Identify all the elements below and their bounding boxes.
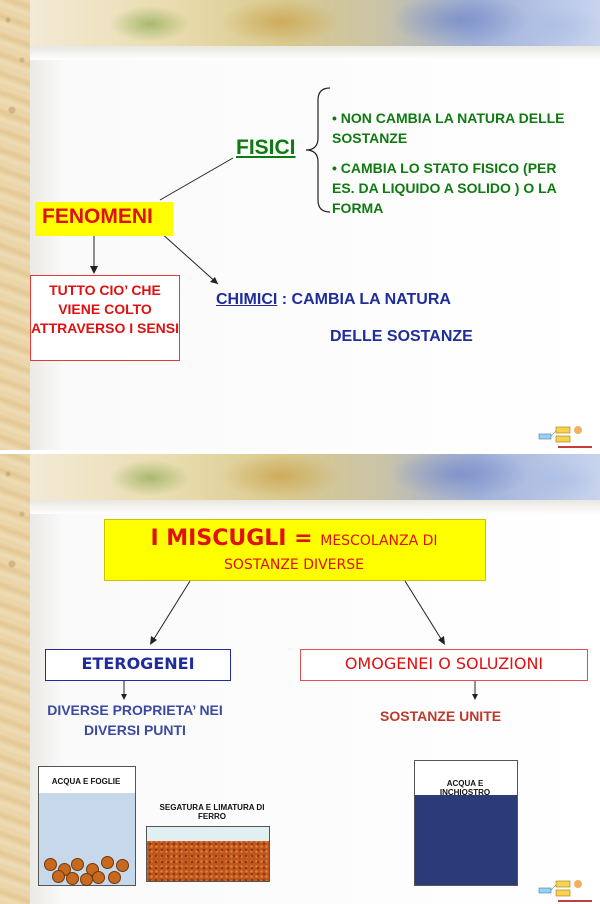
mapper-logo <box>538 876 594 904</box>
ink-fill <box>415 795 517 885</box>
omogenei-description: SOSTANZE UNITE <box>380 708 502 724</box>
leaf-particle <box>80 873 93 886</box>
fisici-bullet-1: • NON CAMBIA LA NATURA DELLE SOSTANZE <box>332 110 565 146</box>
leaf-particle <box>71 858 84 871</box>
mapper-logo <box>538 422 594 450</box>
slide-fenomeni <box>0 0 600 450</box>
miscugli-title-sub: MESCOLANZA DI <box>320 533 438 549</box>
leaf-particle <box>44 858 57 871</box>
leaf-particle <box>116 859 129 872</box>
chimici-line-1 <box>216 291 451 309</box>
sawdust-fill <box>147 841 269 881</box>
chimici-label: CHIMICI <box>216 291 278 308</box>
slide-miscugli <box>0 454 600 904</box>
leaf-particle <box>101 856 114 869</box>
leaf-particle <box>92 871 105 884</box>
omogenei-heading: OMOGENEI O SOLUZIONI <box>344 654 544 673</box>
fisici-bullet-2: • CAMBIA LO STATO FISICO (PER ES. DA LIQUIDO A SOLIDO ) O LA FORMA <box>332 160 557 216</box>
beaker-water-ink-label: ACQUA E INCHIOSTRO <box>439 779 491 797</box>
beaker-water-leaves-label: ACQUA E FOGLIE <box>51 777 121 786</box>
leaf-particle <box>52 870 65 883</box>
eterogenei-description: DIVERSE PROPRIETA’ NEI DIVERSI PUNTI <box>47 702 223 738</box>
miscugli-title-line-2: SOSTANZE DIVERSE <box>224 557 364 573</box>
fenomeni-heading: FENOMENI <box>42 205 153 228</box>
leaf-particle <box>108 871 121 884</box>
miscugli-title-main: I MISCUGLI = <box>150 526 321 551</box>
chimici-line-2: DELLE SOSTANZE <box>330 328 473 345</box>
beaker-sawdust-iron <box>146 826 270 882</box>
chimici-description: : CAMBIA LA NATURA <box>277 291 451 308</box>
definition-text: TUTTO CIO’ CHE VIENE COLTO ATTRAVERSO I SENSI <box>30 282 180 336</box>
leaf-particle <box>66 872 79 885</box>
beaker-sawdust-label: SEGATURA E LIMATURA DI FERRO <box>159 803 265 821</box>
eterogenei-heading: ETEROGENEI <box>81 654 195 673</box>
fisici-heading: FISICI <box>236 136 296 159</box>
